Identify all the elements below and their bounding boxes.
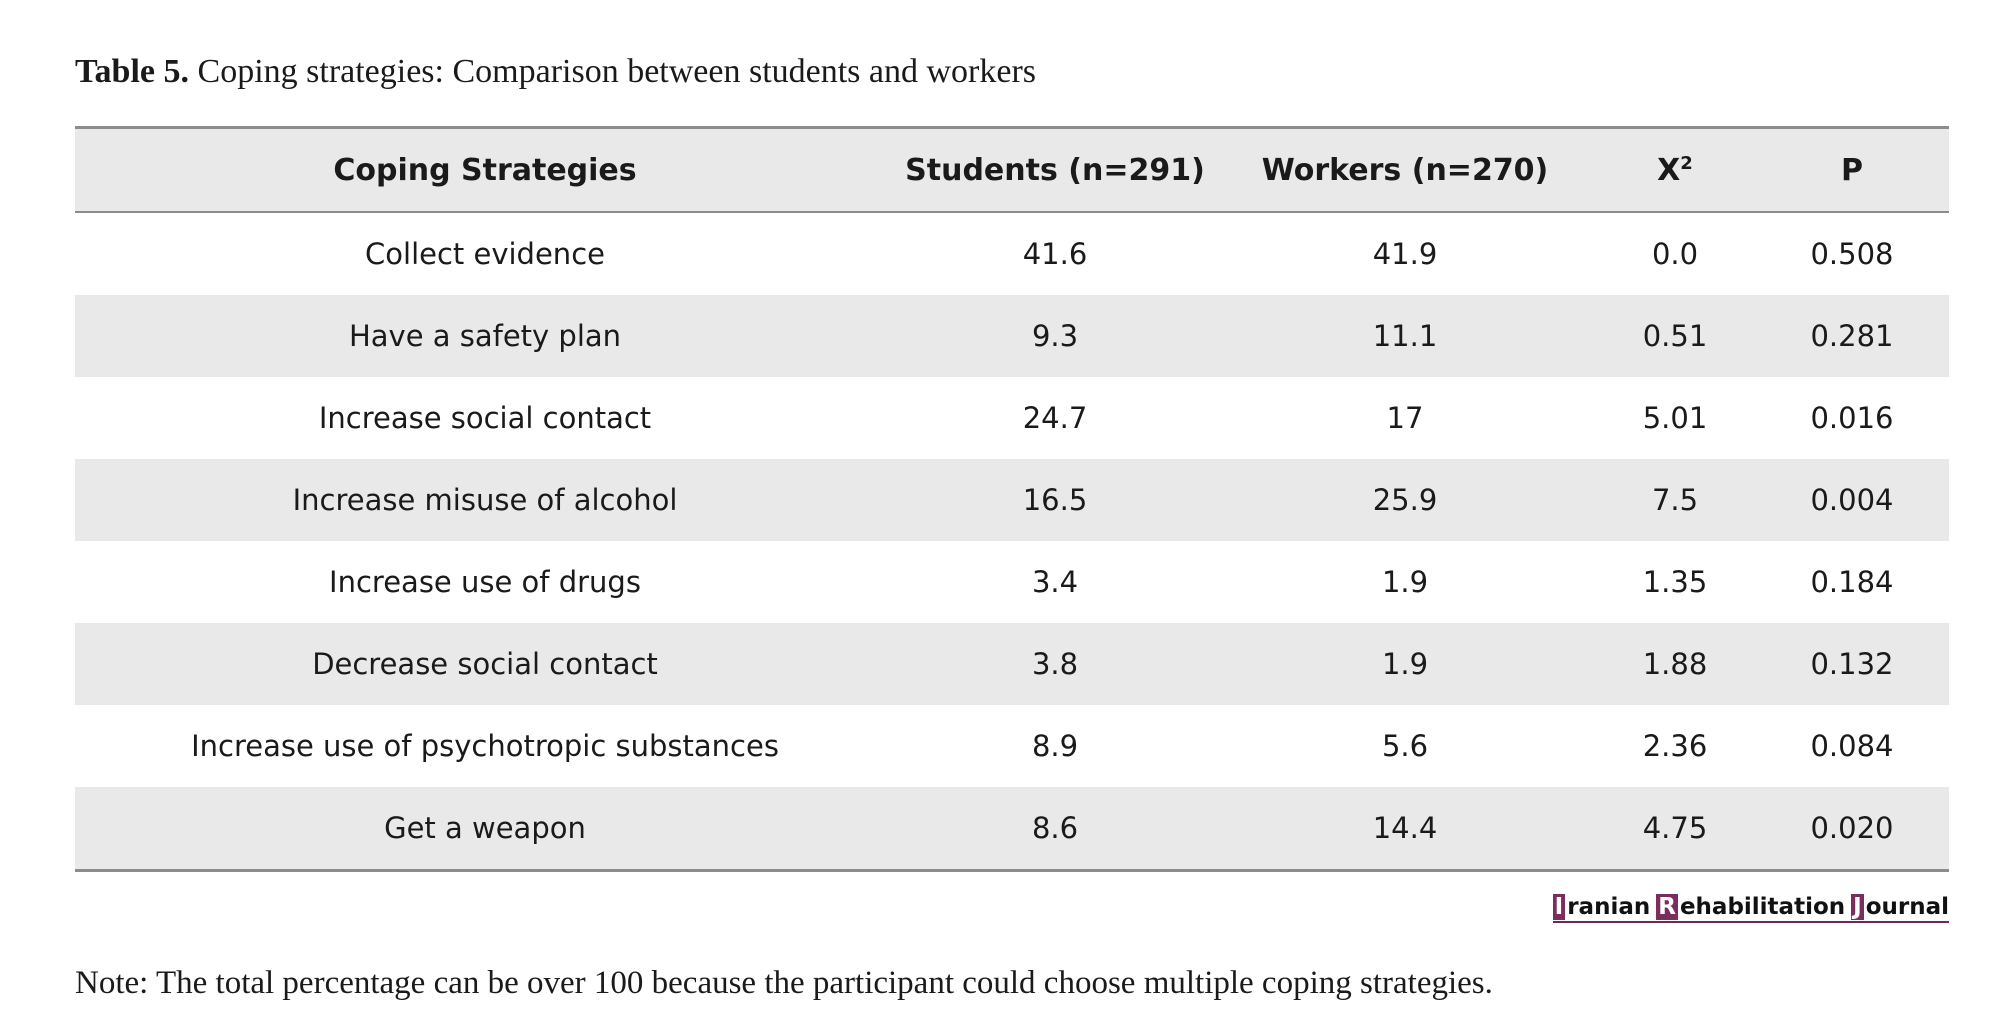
cell-workers: 41.9: [1372, 237, 1438, 271]
cell-students: 16.5: [1022, 483, 1088, 517]
journal-logo-rest: ehabilitation: [1679, 894, 1846, 920]
table-row: [75, 541, 1949, 623]
cell-chi-square: 7.5: [1651, 483, 1699, 517]
cell-p-value: 0.184: [1810, 565, 1894, 599]
cell-workers: 1.9: [1381, 565, 1429, 599]
cell-students: 3.4: [1031, 565, 1079, 599]
table-footnote: Note: The total percentage can be over 100 because the participant could choose multiple coping strategies.: [75, 965, 1493, 1001]
cell-strategy: Increase use of drugs: [329, 565, 641, 599]
header-p-value: P: [1755, 128, 1949, 213]
table-row: [75, 623, 1949, 705]
cell-p-value: 0.132: [1810, 647, 1894, 681]
cell-strategy: Decrease social contact: [312, 647, 658, 681]
journal-logo-word: [1656, 894, 1845, 920]
cell-strategy: Collect evidence: [365, 237, 605, 271]
cell-students: 9.3: [1031, 319, 1079, 353]
cell-workers: 5.6: [1381, 729, 1429, 763]
table-row: [75, 705, 1949, 787]
cell-chi-square: 2.36: [1642, 729, 1708, 763]
cell-chi-square: 1.35: [1642, 565, 1708, 599]
cell-students: 3.8: [1031, 647, 1079, 681]
cell-chi-square: 4.75: [1595, 787, 1755, 871]
cell-students: 8.9: [1031, 729, 1079, 763]
journal-logo: [1553, 894, 1949, 923]
table-row: [75, 295, 1949, 377]
table-caption: [75, 48, 1036, 96]
cell-p-value: 0.508: [1810, 237, 1894, 271]
journal-logo-initial: R: [1658, 894, 1676, 920]
cell-p-value: 0.084: [1810, 729, 1894, 763]
table-caption-label: Table 5.: [75, 53, 190, 90]
cell-students: 24.7: [1022, 401, 1088, 435]
cell-p-value: 0.004: [1810, 483, 1894, 517]
cell-strategy: Increase misuse of alcohol: [292, 483, 678, 517]
journal-logo-initial: I: [1554, 894, 1564, 920]
cell-workers: 14.4: [1215, 787, 1595, 871]
header-chi-base: X: [1657, 152, 1681, 188]
cell-p-value: 0.020: [1755, 787, 1949, 871]
cell-workers: 11.1: [1372, 319, 1438, 353]
cell-strategy: Have a safety plan: [348, 319, 622, 353]
table-row: [75, 212, 1949, 295]
cell-workers: 25.9: [1372, 483, 1438, 517]
journal-logo-word: [1851, 894, 1949, 920]
header-workers: Workers (n=270): [1215, 128, 1595, 213]
cell-chi-square: 0.51: [1642, 319, 1708, 353]
table-row: [75, 377, 1949, 459]
header-chi-square: [1595, 128, 1755, 213]
table-row: [75, 459, 1949, 541]
cell-students: 41.6: [1022, 237, 1088, 271]
table-caption-text: Coping strategies: Comparison between students and workers: [197, 53, 1037, 90]
table-row: [75, 787, 1949, 871]
journal-logo-rest: ranian: [1567, 894, 1651, 920]
header-students: Students (n=291): [895, 128, 1215, 213]
cell-chi-square: 1.88: [1642, 647, 1708, 681]
journal-logo-initial: J: [1853, 894, 1862, 920]
journal-logo-word: [1553, 894, 1651, 920]
cell-strategy: Increase social contact: [318, 401, 652, 435]
cell-p-value: 0.016: [1810, 401, 1894, 435]
cell-p-value: 0.281: [1810, 319, 1894, 353]
cell-strategy: Get a weapon: [75, 787, 895, 871]
header-chi-superscript: 2: [1680, 152, 1693, 174]
cell-chi-square: 5.01: [1642, 401, 1708, 435]
journal-logo-rest: ournal: [1865, 894, 1949, 920]
cell-strategy: Increase use of psychotropic substances: [191, 729, 779, 763]
cell-students: 8.6: [895, 787, 1215, 871]
coping-strategies-table: [75, 126, 1949, 872]
cell-workers: 17: [1386, 401, 1424, 435]
coping-strategies-table-container: [75, 126, 1949, 872]
header-coping-strategies: Coping Strategies: [75, 128, 895, 213]
table-header-row: [75, 128, 1949, 213]
cell-chi-square: 0.0: [1651, 237, 1699, 271]
cell-workers: 1.9: [1381, 647, 1429, 681]
